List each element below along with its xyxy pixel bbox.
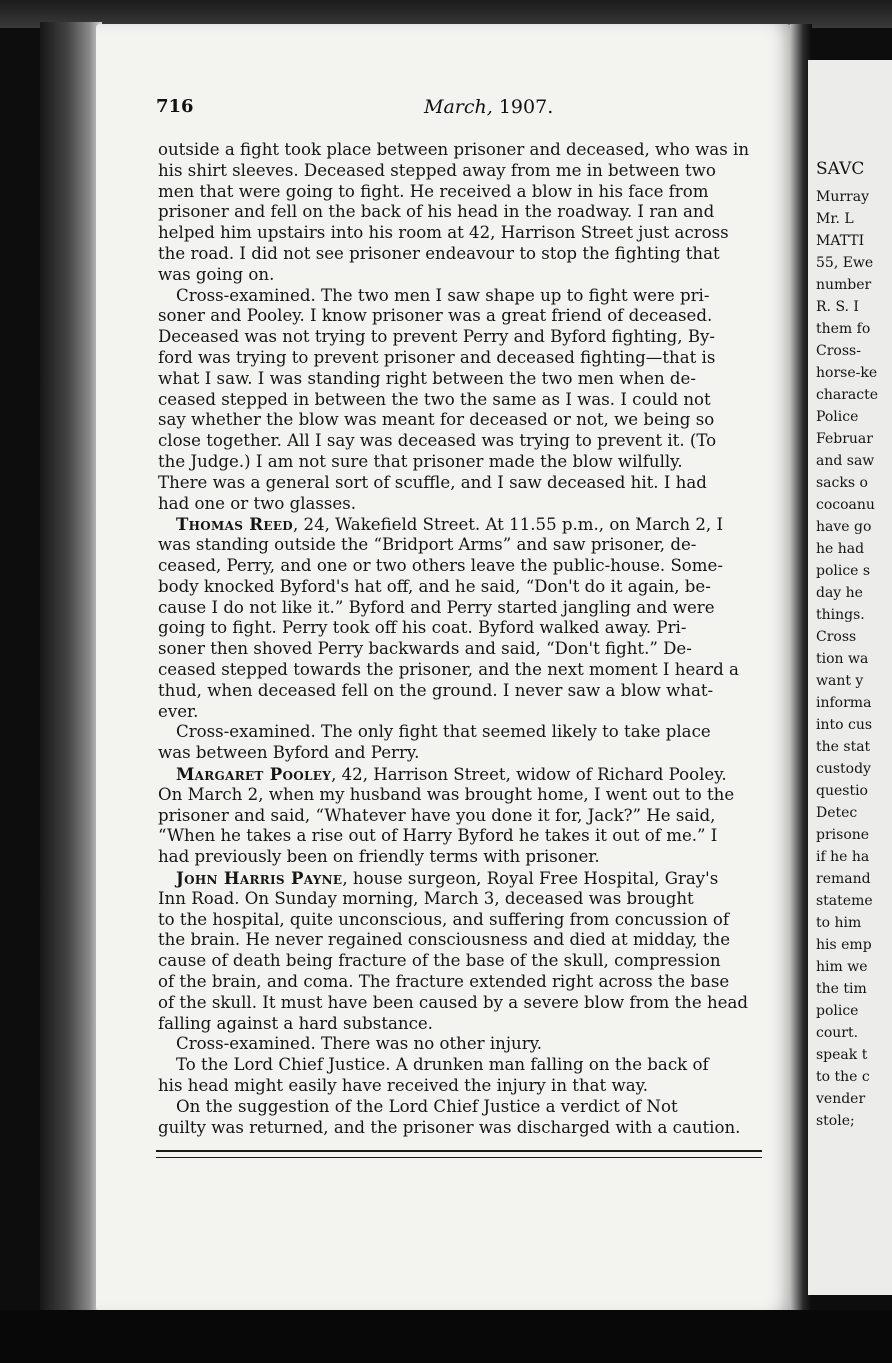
text-line: men that were going to fight. He received a blow in his face from [158, 181, 709, 201]
text-line: cause of death being fracture of the base of the skull, compression [158, 951, 721, 971]
right-page-fragment: Cross- [816, 343, 861, 359]
right-page-fragment: tion wa [816, 651, 869, 667]
right-page-fragment: things. [816, 607, 865, 623]
witness-name: John Harris Payne [176, 868, 343, 888]
text-line: the brain. He never regained consciousness and died at midday, the [158, 930, 731, 950]
right-page-fragment: prisone [816, 827, 870, 843]
text-line: soner then shoved Perry backwards and said, “Don't fight.” De- [158, 639, 692, 659]
text-line: body knocked Byford's hat off, and he said, “Don't do it again, be- [158, 576, 711, 596]
right-page-fragment: stole; [816, 1113, 855, 1129]
right-page-fragment: Februar [816, 431, 873, 447]
right-page-fragment: the stat [816, 739, 871, 755]
right-page-fragment: Mr. L [816, 211, 854, 227]
right-page-fragment: informa [816, 695, 872, 711]
text-line: soner and Pooley. I know prisoner was a great friend of deceased. [158, 306, 713, 326]
text-line: guilty was returned, and the prisoner was discharged with a caution. [158, 1117, 741, 1137]
right-page-fragment: vender [816, 1091, 866, 1107]
right-page-fragment: court. [816, 1025, 859, 1041]
right-page-fragment: he had [816, 541, 865, 557]
text-line: Thomas Reed, 24, Wakefield Street. At 11.55 p.m., on March 2, I [176, 514, 724, 535]
text-line: ceased stepped towards the prisoner, and the next moment I heard a [158, 660, 739, 679]
right-page-fragment: Murray [816, 189, 869, 205]
text-line: helped him upstairs into his room at 42, Harrison Street just across [158, 223, 729, 243]
right-page-fragment: number [816, 277, 872, 293]
text-line: ever. [158, 701, 199, 721]
text-line: There was a general sort of scuffle, and I saw deceased hit. I had [158, 472, 707, 492]
text-line: to the hospital, quite unconscious, and suffering from concussion of [158, 909, 730, 929]
text-line: going to fight. Perry took off his coat. Byford walked away. Pri- [158, 618, 687, 638]
text-line: Deceased was not trying to prevent Perry and Byford fighting, By- [158, 327, 716, 347]
right-page-fragment: horse-ke [816, 365, 878, 381]
text-line: Inn Road. On Sunday morning, March 3, deceased was brought [158, 888, 694, 908]
right-page-fragment: police [816, 1003, 859, 1019]
text-line: On the suggestion of the Lord Chief Justice a verdict of Not [176, 1096, 678, 1116]
right-page-fragment: want y [816, 673, 864, 689]
right-page-fragment: custody [816, 761, 871, 777]
text-line: his shirt sleeves. Deceased stepped away from me in between two [158, 160, 716, 180]
text-line: say whether the blow was meant for deceased or not, we being so [158, 410, 715, 430]
right-page-fragment: them fo [816, 321, 871, 337]
text-line: John Harris Payne, house surgeon, Royal Free Hospital, Gray's [176, 868, 719, 888]
text-line: of the skull. It must have been caused by a severe blow from the head [158, 992, 748, 1012]
right-page-fragment: police s [816, 563, 871, 579]
text-line: cause I do not like it.” Byford and Perry started jangling and were [158, 597, 715, 617]
right-page-fragment: 55, Ewe [816, 255, 874, 271]
text-line: was going on. [158, 264, 275, 284]
witness-name: Margaret Pooley [176, 764, 332, 784]
text-line: Cross-examined. The only fight that seemed likely to take place [176, 722, 711, 742]
text-line: Cross-examined. There was no other injury. [176, 1034, 543, 1054]
text-line: Margaret Pooley, 42, Harrison Street, widow of Richard Pooley. [176, 764, 727, 784]
text-line: “When he takes a rise out of Harry Byford he takes it out of me.” I [158, 826, 718, 846]
end-rule [156, 1150, 762, 1152]
right-page-fragment: sacks o [816, 475, 868, 491]
page-number: 716 [156, 96, 194, 117]
text-line: To the Lord Chief Justice. A drunken man falling on the back of [176, 1055, 709, 1075]
right-page-fragment: Police [816, 409, 859, 425]
right-page-fragment: have go [816, 519, 872, 535]
witness-name: Thomas Reed [176, 514, 293, 535]
text-line: ceased, Perry, and one or two others leave the public-house. Some- [158, 556, 723, 575]
right-page-fragment: stateme [816, 893, 873, 909]
text-line: ford was trying to prevent prisoner and deceased fighting—that is [158, 348, 716, 367]
text-line: was between Byford and Perry. [158, 743, 420, 763]
text-line: Cross-examined. The two men I saw shape up to fight were pri- [176, 285, 710, 305]
text-line: prisoner and fell on the back of his head in the roadway. I ran and [158, 202, 715, 222]
running-head-month: March, [424, 96, 493, 118]
right-page-fragment: the tim [816, 981, 867, 997]
right-page-fragment: into cus [816, 717, 873, 733]
right-page-fragment: Cross [816, 629, 857, 645]
text-line: what I saw. I was standing right between the two men when de- [158, 368, 696, 388]
end-rule-thin [156, 1157, 762, 1158]
text-line: outside a fight took place between prisoner and deceased, who was in [158, 140, 750, 159]
body-text [158, 140, 770, 1150]
right-page-fragment: R. S. I [816, 299, 859, 315]
running-head [424, 96, 553, 118]
right-page-fragment: speak t [816, 1047, 868, 1063]
text-line: had previously been on friendly terms with prisoner. [158, 847, 600, 867]
text-line: his head might easily have received the injury in that way. [158, 1076, 649, 1095]
right-page-fragment: day he [816, 585, 863, 601]
text-line: the Judge.) I am not sure that prisoner made the blow wilfully. [158, 452, 683, 471]
right-page-fragment: Detec [816, 805, 858, 821]
text-line: thud, when deceased fell on the ground. I never saw a blow what- [158, 680, 714, 700]
right-page [808, 60, 892, 1295]
right-page-fragment: to the c [816, 1069, 870, 1085]
text-line: On March 2, when my husband was brought home, I went out to the [158, 784, 735, 804]
right-page-fragment: questio [816, 783, 868, 799]
right-page-fragment: his emp [816, 937, 872, 953]
text-line: ceased stepped in between the two the same as I was. I could not [158, 389, 711, 409]
text-line: was standing outside the “Bridport Arms” and saw prisoner, de- [158, 535, 697, 555]
text-line: of the brain, and coma. The fracture extended right across the base [158, 972, 730, 991]
right-page-fragment: and saw [816, 453, 875, 469]
right-page-fragment: him we [816, 959, 868, 975]
page-header [156, 96, 766, 126]
right-page-fragment: if he ha [816, 849, 870, 865]
right-page-fragment: MATTI [816, 233, 865, 249]
text-line: had one or two glasses. [158, 493, 357, 513]
running-head-year: 1907. [498, 96, 554, 118]
text-line: close together. All I say was deceased was trying to prevent it. (To [158, 431, 717, 451]
text-line: prisoner and said, “Whatever have you done it for, Jack?” He said, [158, 805, 716, 825]
text-line: falling against a hard substance. [158, 1013, 433, 1033]
binding-shadow [40, 22, 102, 1312]
text-line: the road. I did not see prisoner endeavour to stop the fighting that [158, 244, 720, 263]
right-page-fragment: to him [816, 915, 862, 931]
right-page-fragment: remand [816, 871, 871, 887]
bottom-shadow [0, 1310, 892, 1363]
right-page-fragment: cocoanu [816, 497, 875, 513]
right-page-fragment: characte [816, 387, 878, 403]
right-page-fragment: SAVC [816, 159, 865, 179]
